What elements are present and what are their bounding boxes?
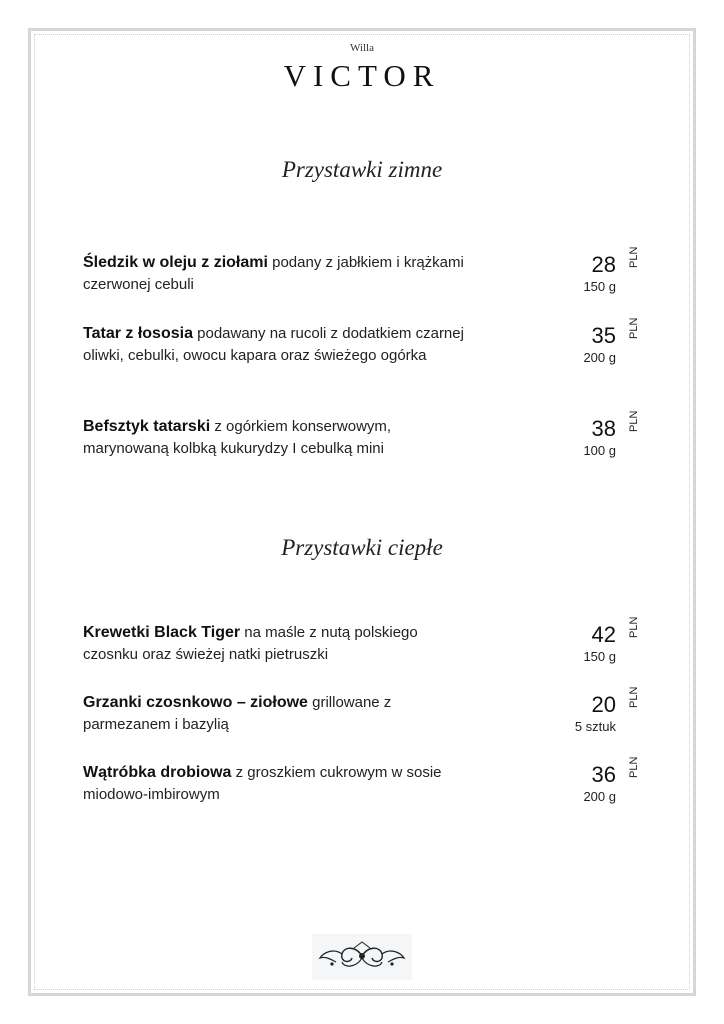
item-weight: 5 sztuk <box>574 719 616 734</box>
item-price: 20 <box>591 692 616 717</box>
item-price: 35 <box>591 323 616 348</box>
item-description <box>83 762 473 806</box>
item-details: na maśle z nutą polskiego czosnku oraz świeżej natki pietruszki <box>83 624 418 663</box>
item-name: Grzanki czosnkowo – ziołowe <box>83 694 308 711</box>
menu-item <box>0 686 724 762</box>
item-description <box>83 323 473 367</box>
item-description <box>83 416 473 460</box>
menu-item <box>0 616 724 692</box>
item-currency: PLN <box>628 317 640 339</box>
item-name: Wątróbka drobiowa <box>83 764 232 781</box>
item-price: 28 <box>591 252 616 277</box>
brand-subtitle: Willa <box>350 42 374 54</box>
item-currency: PLN <box>628 410 640 432</box>
menu-item <box>0 410 724 486</box>
item-details: z ogórkiem konserwowym, marynowaną kolbką kukurydzy I cebulką mini <box>83 418 392 457</box>
menu-item <box>0 246 724 322</box>
item-currency: PLN <box>628 686 640 708</box>
floral-ornament-icon <box>312 934 412 980</box>
item-weight: 100 g <box>583 443 616 458</box>
menu-item <box>0 317 724 393</box>
item-description <box>83 622 473 666</box>
brand-title: VICTOR <box>283 58 441 93</box>
item-currency: PLN <box>628 616 640 638</box>
item-price: 38 <box>591 416 616 441</box>
item-details: grillowane z parmezanem i bazylią <box>83 694 392 733</box>
item-name: Befsztyk tatarski <box>83 418 211 435</box>
item-weight: 200 g <box>583 789 616 804</box>
item-details: podawany na rucoli z dodatkiem czarnej oliwki, cebulki, owocu kapara oraz świeżego ogórka <box>83 325 464 364</box>
item-price: 42 <box>591 622 616 647</box>
item-price: 36 <box>591 762 616 787</box>
item-weight: 200 g <box>583 350 616 365</box>
item-weight: 150 g <box>583 649 616 664</box>
item-name: Śledzik w oleju z ziołami <box>83 254 268 271</box>
item-details: podany z jabłkiem i krążkami czerwonej cebuli <box>83 254 464 293</box>
item-currency: PLN <box>628 756 640 778</box>
item-weight: 150 g <box>583 279 616 294</box>
item-currency: PLN <box>628 246 640 268</box>
item-name: Tatar z łososia <box>83 325 193 342</box>
section-title-warm: Przystawki ciepłe <box>281 535 443 560</box>
menu-item <box>0 756 724 832</box>
item-name: Krewetki Black Tiger <box>83 624 241 641</box>
item-details: z groszkiem cukrowym w sosie miodowo-imbirowym <box>83 764 442 803</box>
section-title-cold: Przystawki zimne <box>281 157 443 182</box>
item-description <box>83 252 473 296</box>
item-description <box>83 692 473 736</box>
